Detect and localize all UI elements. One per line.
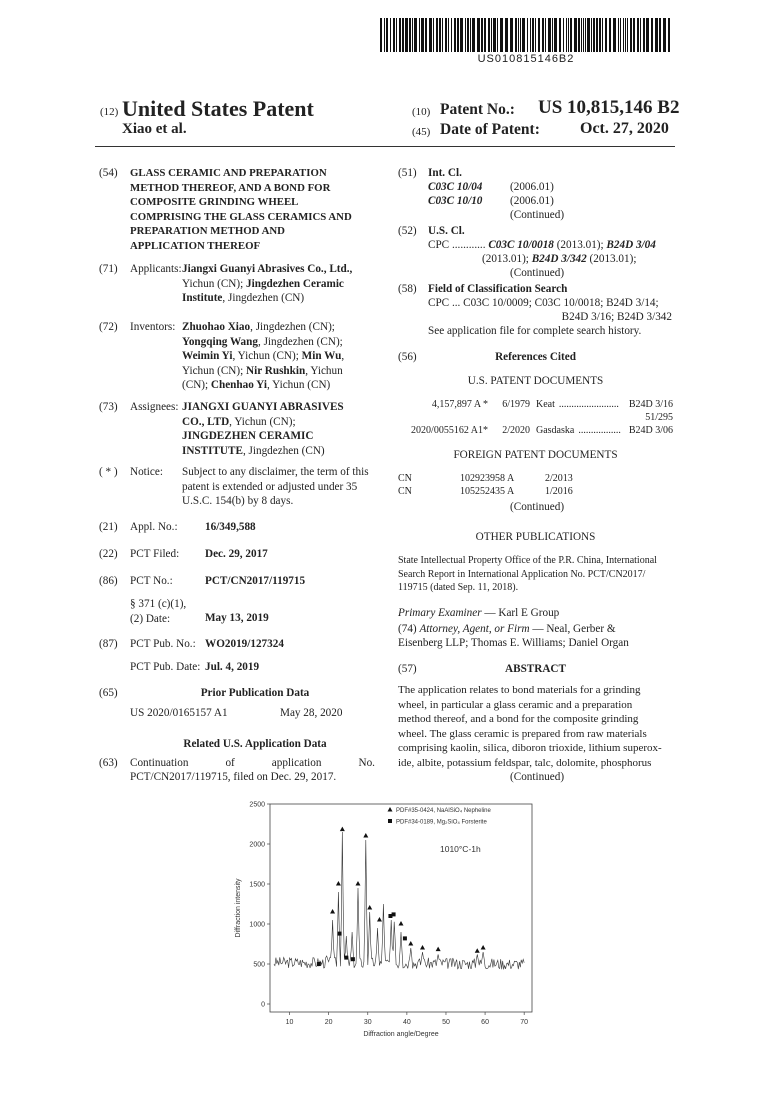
barcode-bar: [568, 18, 569, 52]
notice-text: [182, 465, 382, 509]
s371-line: (2) Date:: [130, 612, 171, 625]
other-pub-line: Search Report in International Application No. PCT/CN2017/: [398, 568, 646, 580]
date-label: Date of Patent:: [440, 121, 540, 138]
barcode-bar: [574, 18, 577, 52]
code-86: (86): [99, 575, 118, 587]
legend-triangle-marker: [388, 807, 393, 812]
int-cl-label: Int. Cl.: [428, 167, 462, 179]
examiner-label: Primary Examiner: [398, 607, 482, 619]
abstract-line: The application relates to bond materials for a grinding: [398, 684, 641, 696]
barcode-bar: [470, 18, 471, 52]
int-cl-date: (2006.01): [510, 195, 554, 207]
barcode-bar: [554, 18, 557, 52]
cpc-class: B24D 3/04: [606, 239, 656, 251]
barcode-bar: [585, 18, 586, 52]
forsterite-marker: [403, 936, 407, 940]
code-45: (45): [412, 126, 431, 138]
xrd-chart: [230, 794, 550, 1050]
doc-number: 4,157,897 A *: [431, 399, 488, 410]
doc-country: CN: [398, 486, 412, 497]
barcode-number: US010815146B2: [477, 53, 575, 65]
barcode-bar: [538, 18, 540, 52]
code-72: (72): [99, 321, 118, 333]
appl-no: 16/349,588: [205, 521, 256, 533]
code-73: (73): [99, 401, 118, 413]
doc-dots: ........................: [558, 399, 619, 410]
continuation-word: of: [225, 757, 235, 769]
abstract-text: [398, 683, 673, 770]
doc-country: CN: [398, 473, 412, 484]
us-docs-heading: U.S. PATENT DOCUMENTS: [467, 375, 604, 387]
barcode-bar: [563, 18, 564, 52]
abstract-continued: (Continued): [510, 771, 565, 783]
continuation-word: Continuation: [130, 757, 189, 769]
doc-date: 2/2020: [502, 425, 530, 436]
patent-date: Oct. 27, 2020: [580, 120, 669, 137]
x-tick-label: 40: [402, 1019, 411, 1026]
related-heading: Related U.S. Application Data: [183, 738, 327, 750]
x-axis-label: Diffraction angle/Degree: [363, 1031, 439, 1038]
s371-date: May 13, 2019: [205, 612, 269, 624]
continuation-line-2: PCT/CN2017/119715, filed on Dec. 29, 2017.: [130, 771, 337, 783]
forsterite-marker: [351, 957, 355, 961]
barcode-bar: [618, 18, 619, 52]
abstract-line: ide, albite, potassium feldspar, talc, dolomite, phosphorus: [398, 756, 652, 769]
barcode-bar: [515, 18, 517, 52]
barcode-bar: [599, 18, 601, 52]
barcode-bar: [421, 18, 424, 52]
x-tick-label: 60: [481, 1019, 489, 1026]
inventor-location: (CN);: [182, 379, 211, 391]
doc-date: 2/2013: [545, 473, 573, 484]
title-line: PREPARATION METHOD AND: [130, 225, 285, 237]
barcode-bar: [591, 18, 592, 52]
abstract-line: wheel, in particular a glass ceramic and a preparation: [398, 698, 633, 711]
barcode-bar: [493, 18, 496, 52]
cpc-date: (2013.01);: [553, 239, 607, 251]
assignee-name: JINGDEZHEN CERAMIC: [182, 430, 314, 442]
code-12: (12): [100, 106, 119, 118]
plot-frame: [270, 804, 532, 1012]
barcode-bar: [510, 18, 513, 52]
cpc-class: B24D 3/342: [531, 253, 587, 265]
code-56: (56): [398, 351, 417, 363]
int-cl-class: C03C 10/10: [428, 195, 483, 207]
y-tick-label: 500: [253, 961, 265, 969]
barcode-bar: [587, 18, 590, 52]
barcode-bar: [643, 18, 645, 52]
assignee-name: INSTITUTE: [182, 444, 243, 457]
barcode-bar: [393, 18, 395, 52]
barcode-bar: [583, 18, 584, 52]
barcode-bar: [535, 18, 536, 52]
assignee-name: JIANGXI GUANYI ABRASIVES: [182, 401, 344, 413]
barcode-bar: [581, 18, 582, 52]
barcode-bar: [578, 18, 580, 52]
barcode-bar: [627, 18, 628, 52]
title-line: APPLICATION THEREOF: [130, 239, 261, 252]
code-52: (52): [398, 225, 417, 237]
continuation-word: No.: [358, 757, 375, 769]
nepheline-marker: [399, 921, 404, 926]
prior-publication-heading: Prior Publication Data: [200, 687, 310, 699]
barcode-bar: [439, 18, 441, 52]
nepheline-marker: [408, 941, 413, 946]
barcode-bar: [390, 18, 391, 52]
barcode-bar: [552, 18, 553, 52]
forsterite-marker: [344, 956, 348, 960]
applicant-location: , Jingdezhen (CN): [222, 292, 305, 304]
code-54: (54): [99, 167, 118, 179]
barcode-bar: [596, 18, 598, 52]
continuation-line: [130, 756, 375, 771]
title-line: COMPOSITE GRINDING WHEEL: [130, 196, 299, 208]
continuation-word: application: [271, 757, 322, 769]
code-58: (58): [398, 283, 417, 295]
inventors-label: Inventors:: [130, 321, 176, 333]
references-continued: (Continued): [510, 501, 565, 513]
assignee-location: , Jingdezhen (CN): [242, 444, 325, 457]
notice-line: patent is extended or adjusted under 35: [182, 480, 358, 493]
barcode-bar: [566, 18, 567, 52]
doc-name: Keat: [536, 399, 555, 410]
patent-number: US 10,815,146 B2: [538, 97, 680, 118]
barcode-bar: [460, 18, 463, 52]
pct-no-label: PCT No.:: [130, 575, 173, 587]
nepheline-marker: [336, 881, 341, 886]
barcode-bar: [655, 18, 658, 52]
inventor-name: Weimin Yi: [182, 350, 233, 362]
barcode-bar: [542, 18, 544, 52]
foreign-docs-heading: FOREIGN PATENT DOCUMENTS: [453, 449, 618, 461]
us-cl-label: U.S. Cl.: [428, 225, 465, 237]
barcode-bar: [500, 18, 503, 52]
doc-date: 6/1979: [502, 399, 530, 410]
examiner-name: — Karl E Group: [481, 607, 560, 619]
abstract-heading: ABSTRACT: [505, 663, 566, 675]
legend-label: PDF#35-0424, NaAlSiO₄ Nepheline: [396, 808, 491, 814]
forsterite-marker: [338, 932, 342, 936]
inventor-location: ,: [341, 350, 345, 362]
appl-no-label: Appl. No.:: [130, 521, 178, 533]
invention-title: [130, 166, 370, 253]
nepheline-marker: [367, 905, 372, 910]
barcode-bar: [396, 18, 397, 52]
us-doc-row: [398, 398, 673, 411]
other-publications: [398, 554, 676, 595]
applicants-label: Applicants:: [130, 263, 182, 275]
y-tick-label: 1500: [249, 881, 265, 889]
barcode-bar: [429, 18, 432, 52]
barcode-bar: [633, 18, 635, 52]
cpc-date: (2013.01);: [482, 253, 532, 265]
assignee-location: , Yichun (CN);: [229, 415, 296, 428]
doc-date: 1/2016: [545, 486, 573, 497]
nepheline-marker: [340, 827, 345, 832]
barcode-bar: [609, 18, 611, 52]
barcode-bar: [409, 18, 411, 52]
x-tick-label: 10: [285, 1019, 294, 1026]
inventor-location: , Yichun (CN);: [232, 350, 302, 362]
y-tick-label: 0: [261, 1001, 265, 1009]
barcode-bar: [593, 18, 595, 52]
inventor-name: Nir Rushkin: [246, 364, 306, 377]
notice-label: Notice:: [130, 466, 163, 478]
barcode-bar: [559, 18, 561, 52]
prior-publication-number: US 2020/0165157 A1: [130, 707, 228, 719]
x-tick-label: 70: [520, 1019, 529, 1026]
barcode-bar: [457, 18, 459, 52]
barcode-bar: [402, 18, 404, 52]
barcode-bar: [659, 18, 661, 52]
attorney: [398, 622, 616, 637]
barcode-bar: [414, 18, 417, 52]
barcode-bar: [380, 18, 382, 52]
barcode-bar: [623, 18, 624, 52]
x-tick-label: 20: [324, 1019, 333, 1026]
barcode-bar: [663, 18, 666, 52]
barcode-bar: [405, 18, 408, 52]
inventors: [182, 320, 382, 393]
nepheline-marker: [436, 947, 441, 952]
prior-publication-date: May 28, 2020: [280, 707, 343, 719]
barcode-bar: [433, 18, 434, 52]
x-tick-label: 30: [363, 1019, 372, 1026]
inventor-location: , Jingdezhen (CN);: [257, 335, 343, 348]
assignee-name: CO., LTD: [182, 415, 230, 428]
barcode-bar: [419, 18, 420, 52]
barcode-bar: [625, 18, 626, 52]
temperature-annotation: 1010°C-1h: [440, 844, 481, 854]
inventor-location: Yichun (CN);: [182, 364, 247, 377]
code-21: (21): [99, 521, 118, 533]
barcode-bar: [522, 18, 525, 52]
cpc-prefix: CPC ............: [428, 239, 489, 251]
pct-filed: Dec. 29, 2017: [205, 548, 268, 560]
abstract-line: method thereof, and a bond for the composite grinding: [398, 713, 639, 725]
barcode-bar: [477, 18, 480, 52]
other-publications-heading: OTHER PUBLICATIONS: [475, 531, 596, 543]
barcode-bar: [442, 18, 443, 52]
y-tick-label: 2000: [249, 841, 265, 849]
nepheline-marker: [475, 948, 480, 953]
pct-pub-date-label: PCT Pub. Date:: [130, 661, 201, 673]
notice-line: Subject to any disclaimer, the term of this: [182, 466, 369, 478]
authors: Xiao et al.: [122, 121, 187, 137]
doc-class: B24D 3/16: [628, 399, 673, 410]
barcode-bar: [467, 18, 469, 52]
barcode-bar: [384, 18, 385, 52]
pct-pub-no: WO2019/127324: [205, 638, 284, 650]
field-search-line: B24D 3/16; B24D 3/342: [561, 311, 672, 323]
barcode-bar: [646, 18, 649, 52]
us-cl-line-1: [428, 238, 656, 253]
nepheline-marker: [377, 917, 382, 922]
y-tick-label: 1000: [249, 921, 265, 929]
barcode-bar: [481, 18, 483, 52]
barcode-bar: [548, 18, 551, 52]
forsterite-marker: [392, 912, 396, 916]
legend-square-marker: [388, 819, 392, 823]
int-cl-continued: (Continued): [510, 209, 565, 221]
abstract-line: wheel. The glass ceramic is prepared from raw materials: [398, 727, 647, 740]
attorney-code: (74): [398, 623, 420, 635]
barcode: [380, 18, 672, 52]
barcode-bar: [399, 18, 401, 52]
inventor-name: Yongqing Wang: [182, 335, 258, 348]
pct-pub-date: Jul. 4, 2019: [205, 661, 260, 673]
inventor-location: , Jingdezhen (CN);: [250, 321, 335, 333]
barcode-bar: [527, 18, 528, 52]
code-87: (87): [99, 638, 118, 650]
barcode-bar: [451, 18, 452, 52]
attorney-label: Attorney, Agent, or Firm: [419, 623, 530, 635]
nepheline-marker: [355, 881, 360, 886]
barcode-bar: [545, 18, 546, 52]
barcode-bar: [532, 18, 534, 52]
abstract-line: comprising kaolin, silica, diboron trioxide, lithium superox-: [398, 742, 662, 754]
us-docs-list: [398, 398, 673, 437]
barcode-bar: [637, 18, 639, 52]
doc-number: 2020/0055162 A1*: [411, 425, 488, 436]
foreign-doc-row: [398, 485, 673, 498]
code-71: (71): [99, 263, 118, 275]
nepheline-marker: [420, 945, 425, 950]
title-line: METHOD THEREOF, AND A BOND FOR: [130, 181, 331, 194]
field-search-note: See application file for complete search history.: [428, 325, 642, 337]
inventor-name: Zhuohao Xiao: [182, 321, 251, 333]
barcode-bar: [445, 18, 447, 52]
barcode-bar: [602, 18, 603, 52]
barcode-bar: [620, 18, 621, 52]
primary-examiner: [398, 606, 559, 621]
nepheline-marker: [330, 909, 335, 914]
attorney-name: — Neal, Gerber &: [529, 623, 616, 635]
barcode-bar: [465, 18, 466, 52]
int-cl-date: (2006.01): [510, 181, 554, 193]
barcode-bar: [436, 18, 438, 52]
foreign-docs-list: [398, 472, 673, 498]
doc-class: B24D 3/06: [628, 425, 673, 436]
forsterite-marker: [317, 962, 321, 966]
references-heading: References Cited: [495, 351, 576, 363]
pct-filed-label: PCT Filed:: [130, 548, 180, 560]
code-65: (65): [99, 687, 118, 699]
barcode-graphic: [380, 18, 672, 52]
title-line: GLASS CERAMIC AND PREPARATION: [130, 167, 327, 179]
applicant-name: Institute: [182, 292, 223, 304]
barcode-bar: [488, 18, 490, 52]
barcode-bar: [651, 18, 653, 52]
s371-line: § 371 (c)(1),: [130, 598, 187, 610]
us-cl-line-2: [482, 252, 636, 267]
barcode-bar: [605, 18, 607, 52]
doc-number: 105252435 A: [460, 486, 515, 497]
inventor-location: , Yichun (CN): [266, 379, 331, 391]
patent-no-label: Patent No.:: [440, 101, 515, 118]
notice-line: U.S.C. 154(b) by 8 days.: [182, 495, 294, 507]
y-axis-label: Diffraction intensity: [235, 878, 242, 938]
field-search-line: CPC ... C03C 10/0009; C03C 10/0018; B24D 3/14;: [428, 297, 659, 309]
assignees: [182, 400, 382, 458]
inventor-name: Chenhao Yi: [210, 379, 267, 391]
barcode-bar: [630, 18, 632, 52]
barcode-bar: [454, 18, 456, 52]
applicants: [182, 262, 382, 306]
doc-number: 102923958 A: [460, 473, 515, 484]
pct-pub-no-label: PCT Pub. No.:: [130, 638, 196, 650]
barcode-bar: [520, 18, 521, 52]
code-57: (57): [398, 663, 417, 675]
barcode-bar: [412, 18, 413, 52]
field-search-label: Field of Classification Search: [428, 283, 568, 295]
barcode-bar: [570, 18, 572, 52]
pct-no: PCT/CN2017/119715: [205, 575, 306, 587]
cpc-date: (2013.01);: [586, 253, 637, 265]
code-22: (22): [99, 548, 118, 560]
barcode-bar: [640, 18, 641, 52]
y-tick-label: 2500: [249, 801, 265, 809]
attorney-line-2: Eisenberg LLP; Thomas E. Williams; Daniel Organ: [398, 637, 629, 649]
nepheline-marker: [481, 945, 486, 950]
s371-label: [130, 597, 186, 626]
inventor-name: Min Wu: [301, 350, 342, 362]
barcode-bar: [491, 18, 492, 52]
barcode-bar: [518, 18, 519, 52]
applicant-name: Jingdezhen Ceramic: [246, 277, 344, 290]
xrd-chart-svg: [230, 794, 550, 1050]
us-cl-continued: (Continued): [510, 267, 565, 279]
nepheline-marker: [363, 833, 368, 838]
barcode-bar: [497, 18, 498, 52]
cpc-class: C03C 10/0018: [488, 239, 554, 251]
barcode-bar: [448, 18, 449, 52]
int-cl-class: C03C 10/04: [428, 181, 483, 193]
barcode-bar: [505, 18, 508, 52]
barcode-bar: [386, 18, 388, 52]
x-tick-label: 50: [442, 1019, 450, 1026]
barcode-bar: [613, 18, 616, 52]
code-10: (10): [412, 106, 431, 118]
barcode-bar: [425, 18, 427, 52]
legend-label: PDF#34-0189, Mg₂SiO₄ Forsterite: [396, 819, 487, 826]
doc-name: Gasdaska: [536, 425, 575, 436]
doc-dots: .................: [578, 425, 621, 436]
barcode-bar: [484, 18, 486, 52]
barcode-bar: [472, 18, 475, 52]
applicant-name: Jiangxi Guanyi Abrasives Co., Ltd.,: [182, 263, 353, 275]
us-doc-row: [398, 424, 673, 437]
doc-class-2: 51/295: [645, 412, 673, 423]
code-notice: ( * ): [99, 466, 118, 478]
barcode-bar: [530, 18, 531, 52]
inventor-location: , Yichun: [305, 364, 343, 377]
barcode-bar: [668, 18, 670, 52]
title-line: COMPRISING THE GLASS CERAMICS AND: [130, 210, 352, 223]
code-51: (51): [398, 167, 417, 179]
patent-title: United States Patent: [122, 96, 314, 121]
xrd-pattern-line: [274, 832, 524, 969]
other-pub-line: State Intellectual Property Office of the P.R. China, International: [398, 555, 657, 566]
other-pub-line: 119715 (dated Sep. 11, 2018).: [398, 582, 519, 593]
header-divider: [95, 146, 675, 147]
applicant-location: Yichun (CN);: [182, 277, 247, 290]
code-63: (63): [99, 757, 118, 769]
foreign-doc-row: [398, 472, 673, 485]
assignees-label: Assignees:: [130, 401, 179, 413]
